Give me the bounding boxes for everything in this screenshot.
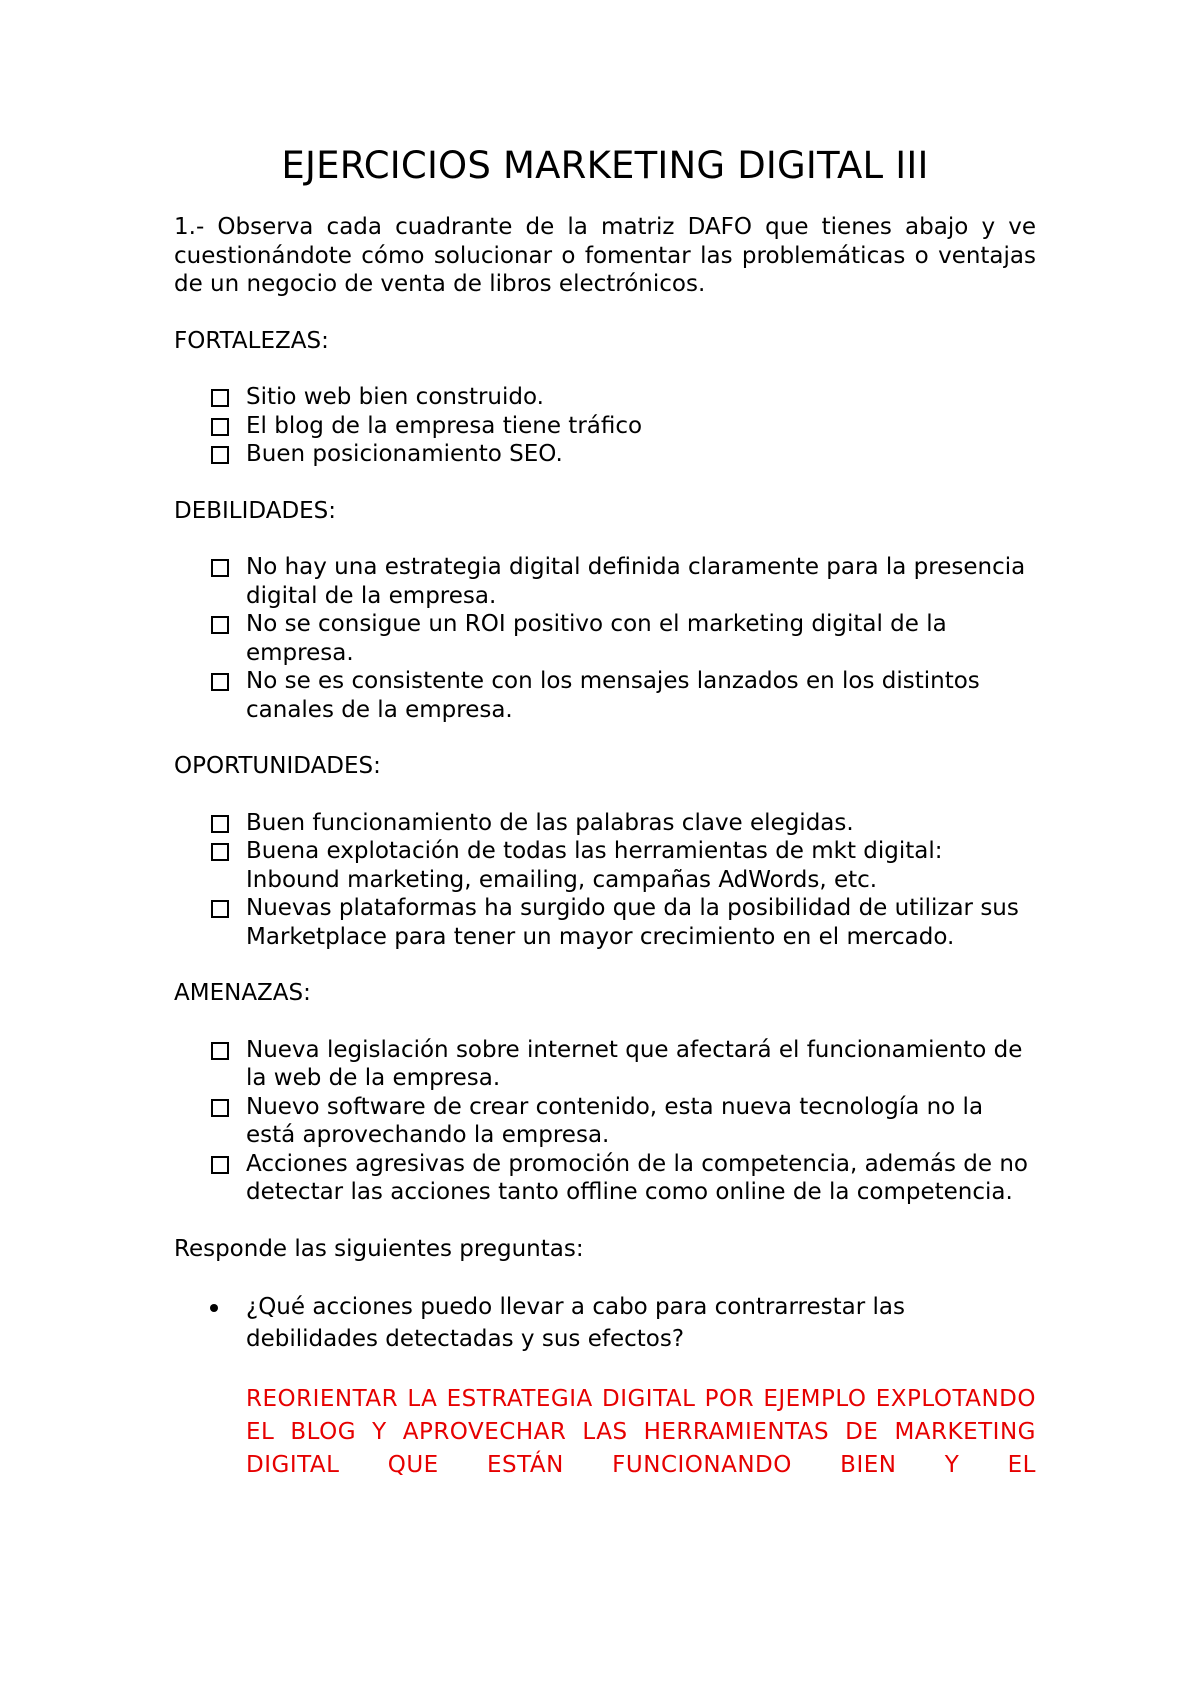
checkbox-icon xyxy=(211,389,229,407)
list-item-text: Acciones agresivas de promoción de la competencia, además de no detectar las acciones tanto offline como online de la competencia. xyxy=(246,1150,1028,1205)
list-item xyxy=(174,412,1036,441)
list-item xyxy=(174,809,1036,838)
checkbox-icon xyxy=(211,559,229,577)
list-item xyxy=(174,1291,1036,1355)
questions-label: Responde las siguientes preguntas: xyxy=(174,1235,584,1262)
oportunidades-label: OPORTUNIDADES: xyxy=(174,753,381,779)
checkbox-icon xyxy=(211,843,229,861)
checkbox-icon xyxy=(211,616,229,634)
list-item xyxy=(174,1150,1036,1207)
checkbox-icon xyxy=(211,815,229,833)
checkbox-icon xyxy=(211,446,229,464)
questions-list xyxy=(174,1291,1036,1355)
answer-paragraph: REORIENTAR LA ESTRATEGIA DIGITAL POR EJEMPLO EXPLOTANDO EL BLOG Y APROVECHAR LAS HERRAMIENTAS DE MARKETING DIGITAL QUE ESTÁN FUNCIONANDO BIEN Y EL xyxy=(246,1386,1036,1478)
bullet-icon xyxy=(210,1304,218,1312)
list-item xyxy=(174,1036,1036,1093)
checkbox-icon xyxy=(211,1156,229,1174)
list-item xyxy=(174,553,1036,610)
document-title: EJERCICIOS MARKETING DIGITAL III xyxy=(281,144,929,187)
checkbox-icon xyxy=(211,673,229,691)
list-item-text: El blog de la empresa tiene tráfico xyxy=(246,412,643,439)
intro-paragraph: 1.- Observa cada cuadrante de la matriz DAFO que tienes abajo y ve cuestionándote cómo solucionar o fomentar las problemáticas o ventajas de un negocio de venta de libros electrónicos. xyxy=(174,214,1036,297)
debilidades-label: DEBILIDADES: xyxy=(174,497,337,524)
list-item xyxy=(174,667,1036,724)
checkbox-icon xyxy=(211,418,229,436)
list-item-text: No se es consistente con los mensajes lanzados en los distintos canales de la empresa. xyxy=(246,668,980,723)
question-text: ¿Qué acciones puedo llevar a cabo para contrarrestar las debilidades detectadas y sus efectos? xyxy=(246,1294,905,1352)
list-item-text: Nueva legislación sobre internet que afectará el funcionamiento de la web de la empresa. xyxy=(246,1036,1023,1091)
fortalezas-list xyxy=(174,383,1036,469)
fortalezas-label: FORTALEZAS: xyxy=(174,327,329,354)
list-item xyxy=(174,1093,1036,1150)
list-item xyxy=(174,440,1036,469)
list-item-text: Buen funcionamiento de las palabras clave elegidas. xyxy=(246,809,854,836)
list-item xyxy=(174,894,1036,951)
list-item-text: Sitio web bien construido. xyxy=(246,384,544,410)
oportunidades-list xyxy=(174,809,1036,952)
list-item-text: No hay una estrategia digital definida claramente para la presencia digital de la empresa. xyxy=(246,554,1026,609)
document-content xyxy=(174,142,1036,1482)
list-item xyxy=(174,837,1036,894)
list-item-text: Nuevas plataformas ha surgido que da la posibilidad de utilizar sus Marketplace para tener un mayor crecimiento en el mercado. xyxy=(246,895,1019,950)
list-item-text: Buena explotación de todas las herramientas de mkt digital: Inbound marketing, emailing, campañas AdWords, etc. xyxy=(246,838,943,893)
list-item-text: No se consigue un ROI positivo con el marketing digital de la empresa. xyxy=(246,611,947,666)
list-item-text: Buen posicionamiento SEO. xyxy=(246,441,563,467)
list-item-text: Nuevo software de crear contenido, esta nueva tecnología no la está aprovechando la empresa. xyxy=(246,1093,984,1148)
debilidades-list xyxy=(174,553,1036,724)
checkbox-icon xyxy=(211,1042,229,1060)
amenazas-list xyxy=(174,1036,1036,1207)
checkbox-icon xyxy=(211,1099,229,1117)
list-item xyxy=(174,610,1036,667)
checkbox-icon xyxy=(211,900,229,918)
amenazas-label: AMENAZAS: xyxy=(174,980,311,1006)
list-item xyxy=(174,383,1036,412)
